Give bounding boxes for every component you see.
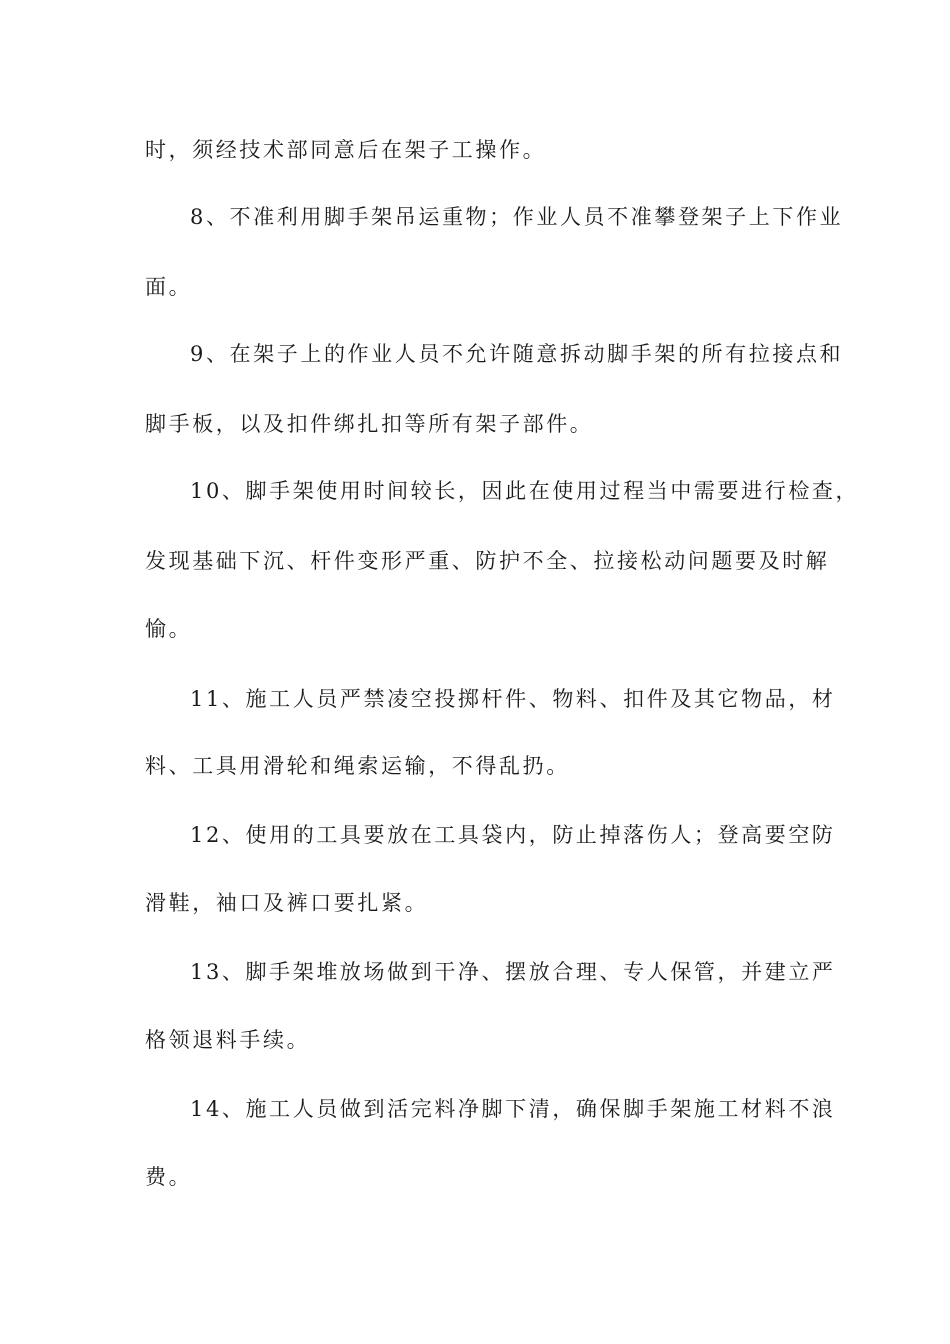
text-line: 13、脚手架堆放场做到干净、摆放合理、专人保管，并建立严	[190, 960, 836, 984]
text-line: 8、不准利用脚手架吊运重物；作业人员不准攀登架子上下作业	[190, 205, 844, 229]
text-line: 费。	[145, 1165, 193, 1189]
text-line: 愉。	[145, 617, 193, 641]
text-line: 14、施工人员做到活完料净脚下清，确保脚手架施工材料不浪	[190, 1097, 836, 1121]
text-line: 面。	[145, 275, 193, 299]
text-line: 9、在架子上的作业人员不允许随意拆动脚手架的所有拉接点和	[190, 342, 844, 366]
text-line: 滑鞋，袖口及裤口要扎紧。	[145, 891, 429, 915]
text-line: 料、工具用滑轮和绳索运输，不得乱扔。	[145, 754, 570, 778]
text-line: 脚手板，以及扣件绑扎扣等所有架子部件。	[145, 412, 594, 436]
text-line: 10、脚手架使用时间较长，因此在使用过程当中需要进行检查，	[190, 479, 860, 503]
text-line: 11、施工人员严禁凌空投掷杆件、物料、扣件及其它物品，材	[190, 687, 836, 711]
text-line: 格领退料手续。	[145, 1028, 311, 1052]
text-line: 时，须经技术部同意后在架子工操作。	[145, 138, 547, 162]
text-line: 12、使用的工具要放在工具袋内，防止掉落伤人；登高要空防	[190, 823, 836, 847]
text-line: 发现基础下沉、杆件变形严重、防护不全、拉接松动问题要及时解	[145, 549, 830, 573]
